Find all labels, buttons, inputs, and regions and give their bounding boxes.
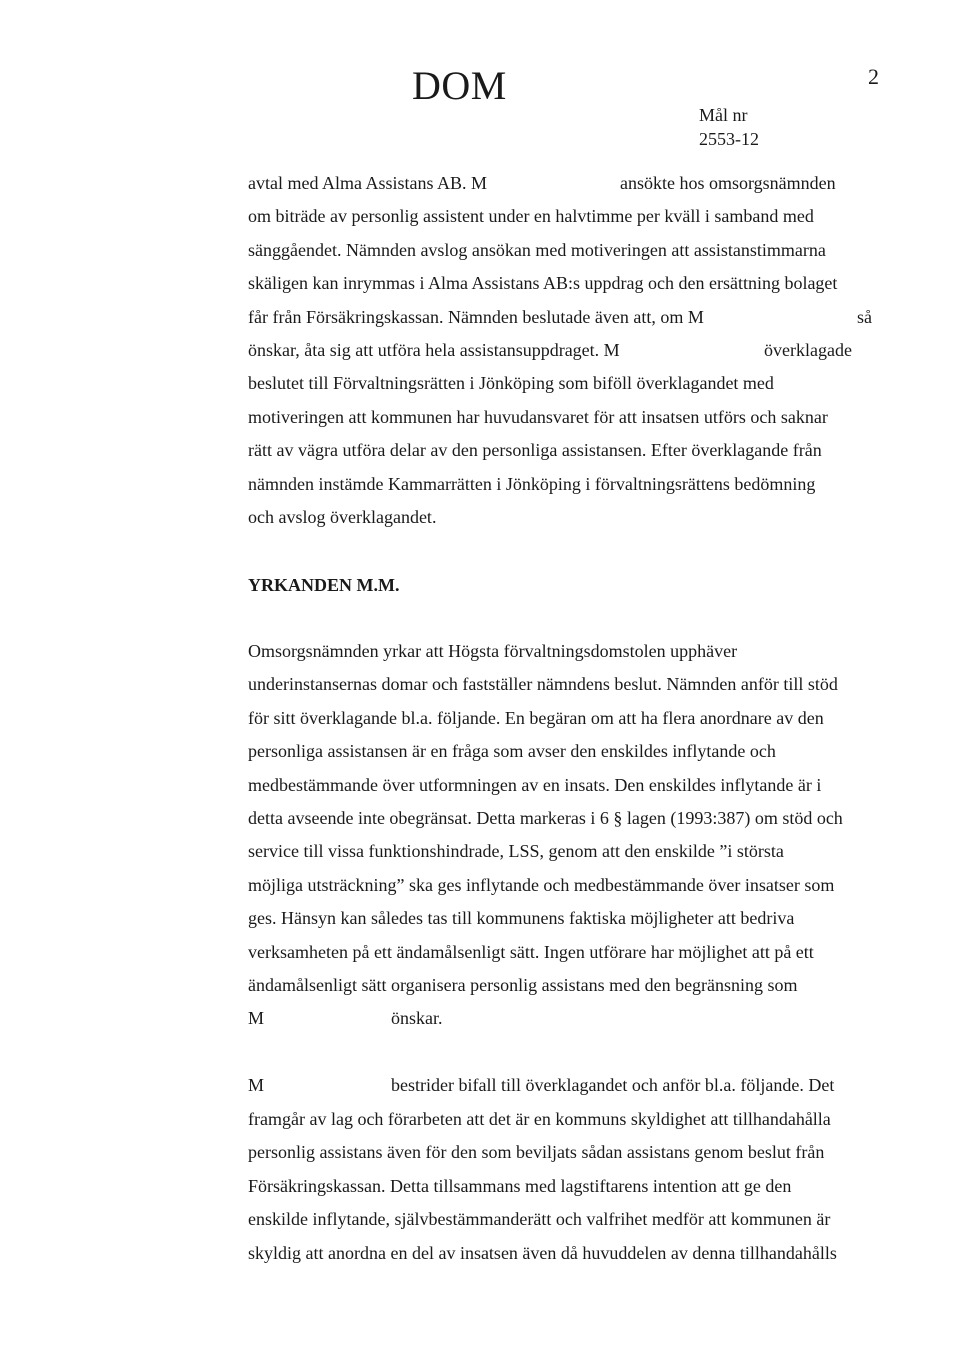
text-line: [248, 239, 826, 261]
text-segment: M: [248, 1008, 265, 1029]
text-segment: möjliga utsträckning” ska ges inflytande och medbestämmande över insatser som: [248, 874, 835, 895]
text-segment: enskilde inflytande, självbestämmanderätt och valfrihet medför att kommunen är: [248, 1209, 831, 1230]
text-line: [248, 774, 821, 796]
text-line: [248, 1141, 824, 1163]
text-segment: personliga assistansen är en fråga som avser den enskildes inflytande och: [248, 741, 776, 762]
text-segment: ansökte hos omsorgsnämnden: [620, 173, 836, 193]
text-segment: avtal med Alma Assistans AB. M: [248, 173, 488, 193]
text-line: [248, 473, 815, 495]
text-line: [248, 840, 784, 862]
text-line: [248, 807, 843, 829]
text-segment: personlig assistans även för den som beviljats sådan assistans genom beslut från: [248, 1142, 825, 1163]
text-segment: rätt av vägra utföra delar av den personliga assistansen. Efter överklagande från: [248, 440, 822, 461]
text-segment: skyldig att anordna en del av insatsen även då huvuddelen av denna tillhandahålls: [248, 1243, 837, 1263]
text-segment: verksamheten på ett ändamålsenligt sätt. Ingen utförare har möjlighet att på ett: [248, 941, 814, 962]
text-line: [248, 740, 776, 762]
text-line: [248, 306, 872, 328]
text-segment: framgår av lag och förarbeten att det är en kommuns skyldighet att tillhandahålla: [248, 1108, 831, 1129]
text-segment: beslutet till Förvaltningsrätten i Jönköping som biföll överklagandet med: [248, 373, 774, 394]
text-line: [248, 1175, 791, 1197]
text-segment: motiveringen att kommunen har huvudansvaret för att insatsen utförs och saknar: [248, 406, 828, 427]
text-segment: underinstansernas domar och fastställer nämndens beslut. Nämnden anför till stöd: [248, 674, 838, 695]
text-segment: så: [857, 306, 872, 327]
text-line: [248, 372, 774, 394]
text-segment: överklagade: [764, 340, 852, 360]
text-line: [248, 1242, 837, 1264]
text-line: [248, 640, 737, 662]
text-line: [248, 1208, 830, 1230]
text-line: [248, 907, 794, 929]
text-line: [248, 506, 436, 528]
text-segment: medbestämmande över utformningen av en insats. Den enskildes inflytande är i: [248, 774, 822, 795]
text-line: [248, 339, 852, 361]
text-line: [248, 1074, 835, 1096]
text-line: [248, 974, 798, 996]
case-number: 2553-12: [699, 129, 759, 149]
text-line: [248, 205, 814, 227]
text-segment: service till vissa funktionshindrade, LSS, genom att den enskilde ”i största: [248, 841, 784, 862]
text-segment: om biträde av personlig assistent under en halvtimme per kväll i samband med: [248, 206, 814, 227]
document-title: DOM: [412, 63, 507, 108]
text-line: [248, 406, 828, 428]
text-segment: ges. Hänsyn kan således tas till kommunens faktiska möjligheter att bedriva: [248, 908, 795, 929]
text-segment: bestrider bifall till överklagandet och anför bl.a. följande. Det: [391, 1075, 835, 1095]
text-segment: M: [248, 1075, 265, 1095]
text-line: [248, 707, 824, 729]
text-segment: får från Försäkringskassan. Nämnden beslutade även att, om M: [248, 306, 704, 327]
text-segment: skäligen kan inrymmas i Alma Assistans AB:s uppdrag och den ersättning bolaget: [248, 273, 838, 294]
text-line: [248, 172, 836, 194]
case-number-label: Mål nr: [699, 105, 748, 125]
section-heading: YRKANDEN M.M.: [248, 575, 400, 595]
text-line: [248, 673, 838, 695]
text-segment: detta avseende inte obegränsat. Detta markeras i 6 § lagen (1993:387) om stöd och: [248, 808, 843, 828]
text-line: [248, 272, 837, 294]
text-segment: önskar.: [391, 1008, 443, 1029]
text-segment: nämnden instämde Kammarrätten i Jönköping i förvaltningsrättens bedömning: [248, 473, 816, 494]
text-segment: Försäkringskassan. Detta tillsammans med lagstiftarens intention att ge den: [248, 1175, 792, 1196]
text-line: [248, 1007, 443, 1029]
text-segment: ändamålsenligt sätt organisera personlig assistans med den begränsning som: [248, 975, 798, 995]
text-line: [248, 941, 814, 963]
text-segment: önskar, åta sig att utföra hela assistansuppdraget. M: [248, 340, 620, 360]
page-number: 2: [868, 64, 879, 89]
text-segment: och avslog överklagandet.: [248, 507, 437, 527]
text-segment: för sitt överklagande bl.a. följande. En begäran om att ha flera anordnare av den: [248, 707, 824, 728]
text-line: [248, 874, 834, 896]
text-line: [248, 439, 822, 461]
text-segment: Omsorgsnämnden yrkar att Högsta förvaltningsdomstolen upphäver: [248, 641, 738, 661]
text-line: [248, 1108, 831, 1130]
text-segment: sänggåendet. Nämnden avslog ansökan med motiveringen att assistanstimmarna: [248, 239, 826, 260]
